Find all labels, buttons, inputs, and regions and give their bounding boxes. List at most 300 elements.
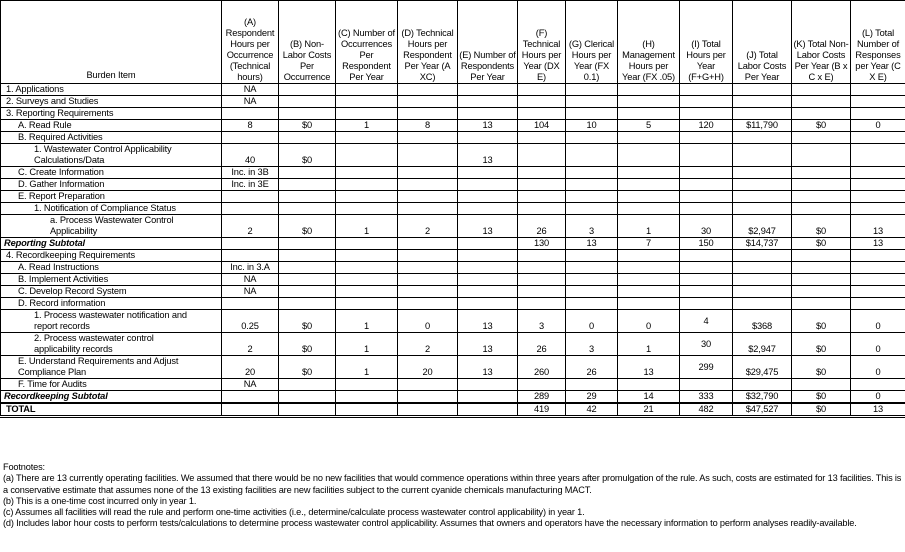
table-cell — [222, 391, 279, 404]
table-cell: 333 — [680, 391, 733, 404]
table-cell: 0 — [851, 120, 905, 132]
table-cell — [336, 274, 398, 286]
table-cell — [618, 108, 680, 120]
table-cell: $2,947 — [733, 333, 792, 356]
table-body — [1, 84, 905, 417]
table-cell — [518, 144, 566, 167]
table-cell: 419 — [518, 403, 566, 417]
burden-item-label: A. Read Instructions — [1, 262, 222, 274]
table-cell — [851, 250, 905, 262]
table-cell — [566, 250, 618, 262]
table-cell: 13 — [566, 238, 618, 250]
table-cell — [566, 203, 618, 215]
table-cell — [458, 108, 518, 120]
burden-item-label: E. Report Preparation — [1, 191, 222, 203]
table-cell — [851, 108, 905, 120]
table-cell: 3 — [566, 333, 618, 356]
footnote-b: (b) This is a one-time cost incurred only in year 1. — [3, 495, 197, 506]
burden-item-label: D. Gather Information — [1, 179, 222, 191]
table-cell — [851, 286, 905, 298]
burden-item-label: 4. Recordkeeping Requirements — [1, 250, 222, 262]
burden-item-label: TOTAL — [1, 403, 222, 417]
burden-item-label: E. Understand Requirements and Adjust Compliance Plan — [1, 356, 222, 379]
table-cell — [336, 238, 398, 250]
table-row — [1, 120, 905, 132]
table-cell — [518, 262, 566, 274]
table-cell — [851, 96, 905, 108]
table-row — [1, 379, 905, 391]
table-cell: 8 — [222, 120, 279, 132]
table-cell — [279, 108, 336, 120]
header-col-g: (G) Clerical Hours per Year (FX 0.1) — [566, 1, 618, 84]
table-cell — [680, 274, 733, 286]
table-cell — [566, 286, 618, 298]
table-cell — [518, 132, 566, 144]
table-cell: Inc. in 3E — [222, 179, 279, 191]
table-cell: 26 — [518, 333, 566, 356]
table-cell: 150 — [680, 238, 733, 250]
table-cell — [398, 379, 458, 391]
table-cell — [336, 191, 398, 203]
table-cell — [518, 250, 566, 262]
table-cell — [222, 298, 279, 310]
table-cell: 1 — [336, 333, 398, 356]
table-cell — [336, 262, 398, 274]
table-row — [1, 250, 905, 262]
table-cell: $0 — [792, 403, 851, 417]
table-cell: 0 — [566, 310, 618, 333]
table-row — [1, 286, 905, 298]
table-cell: $0 — [792, 391, 851, 404]
table-cell — [792, 144, 851, 167]
table-cell — [279, 203, 336, 215]
table-row — [1, 403, 905, 417]
table-cell — [680, 286, 733, 298]
table-cell — [566, 379, 618, 391]
header-col-d: (D) Technical Hours per Respondent Per Year (A XC) — [398, 1, 458, 84]
table-cell: 40 — [222, 144, 279, 167]
table-cell: $368 — [733, 310, 792, 333]
table-cell — [336, 391, 398, 404]
table-cell — [566, 191, 618, 203]
table-cell — [566, 167, 618, 179]
table-cell — [222, 403, 279, 417]
table-cell: 13 — [458, 310, 518, 333]
table-cell — [458, 167, 518, 179]
table-cell — [792, 262, 851, 274]
footnote-a: (a) There are 13 currently operating facilities. We assumed that there would be no new facilities that would commence operations within three years after promulgation of the rule. As such, costs are estimated for 13 facilities. This is a conservative estimate that assumes none of the 13 existing facilities are new facilities subject to the current cyanide chemicals manufacturing MACT. — [3, 473, 902, 495]
footnotes — [3, 462, 903, 530]
table-cell — [279, 250, 336, 262]
table-cell — [851, 132, 905, 144]
table-cell — [398, 238, 458, 250]
table-cell: 299 — [680, 356, 733, 379]
table-cell — [680, 250, 733, 262]
table-cell — [518, 96, 566, 108]
table-cell — [792, 286, 851, 298]
table-cell — [792, 274, 851, 286]
table-cell — [680, 203, 733, 215]
table-cell — [851, 379, 905, 391]
table-cell — [680, 191, 733, 203]
table-cell: 13 — [851, 403, 905, 417]
burden-item-label: D. Record information — [1, 298, 222, 310]
table-cell — [398, 108, 458, 120]
header-col-a: (A) Respondent Hours per Occurrence (Technical hours) — [222, 1, 279, 84]
table-cell — [618, 274, 680, 286]
table-cell — [733, 250, 792, 262]
table-cell: 13 — [458, 333, 518, 356]
table-cell — [518, 108, 566, 120]
table-cell — [792, 298, 851, 310]
header-col-c: (C) Number of Occurrences Per Respondent Per Year — [336, 1, 398, 84]
table-cell: 104 — [518, 120, 566, 132]
burden-item-label: B. Implement Activities — [1, 274, 222, 286]
table-cell: $0 — [279, 310, 336, 333]
table-cell: 13 — [458, 215, 518, 238]
table-row — [1, 96, 905, 108]
table-cell — [851, 298, 905, 310]
table-cell: 14 — [618, 391, 680, 404]
table-cell: 0 — [618, 310, 680, 333]
header-col-k: (K) Total Non-Labor Costs Per Year (B x C x E) — [792, 1, 851, 84]
burden-item-label: C. Develop Record System — [1, 286, 222, 298]
header-col-i: (I) Total Hours per Year (F+G+H) — [680, 1, 733, 84]
table-cell — [792, 108, 851, 120]
table-cell: 1 — [336, 310, 398, 333]
table-row — [1, 274, 905, 286]
table-cell — [336, 144, 398, 167]
table-cell — [279, 179, 336, 191]
table-cell — [618, 179, 680, 191]
table-cell: 13 — [851, 215, 905, 238]
table-cell — [279, 403, 336, 417]
table-cell: NA — [222, 379, 279, 391]
table-cell: 26 — [518, 215, 566, 238]
table-cell: 29 — [566, 391, 618, 404]
table-cell — [279, 274, 336, 286]
table-cell — [398, 191, 458, 203]
table-cell: 13 — [458, 356, 518, 379]
table-cell — [566, 144, 618, 167]
table-cell — [398, 167, 458, 179]
table-cell — [618, 191, 680, 203]
table-cell — [458, 262, 518, 274]
table-cell — [279, 191, 336, 203]
burden-item-label: A. Read Rule — [1, 120, 222, 132]
burden-item-label: a. Process Wastewater Control Applicability — [1, 215, 222, 238]
table-cell — [792, 167, 851, 179]
table-cell — [680, 96, 733, 108]
table-cell: 13 — [618, 356, 680, 379]
table-cell — [336, 96, 398, 108]
table-cell: 130 — [518, 238, 566, 250]
table-cell — [336, 403, 398, 417]
table-cell — [792, 250, 851, 262]
table-cell: 8 — [398, 120, 458, 132]
header-col-l: (L) Total Number of Responses per Year (C X E) — [851, 1, 905, 84]
table-cell: 1 — [336, 215, 398, 238]
table-cell — [733, 286, 792, 298]
table-row — [1, 310, 905, 333]
table-cell — [398, 262, 458, 274]
table-cell — [566, 298, 618, 310]
header-col-j: (J) Total Labor Costs Per Year — [733, 1, 792, 84]
table-cell — [458, 286, 518, 298]
table-cell — [398, 96, 458, 108]
table-cell — [222, 191, 279, 203]
footnote-d: (d) Includes labor hour costs to perform tests/calculations to determine process wastewater control applicability. Assumes that owners and operators have the necessary information to perform analyses readily-available. — [3, 518, 857, 529]
table-cell — [336, 298, 398, 310]
table-cell — [733, 379, 792, 391]
table-cell: 1 — [336, 120, 398, 132]
header-burden-item: Burden Item — [1, 1, 222, 84]
table-cell: NA — [222, 286, 279, 298]
burden-item-label: Reporting Subtotal — [1, 238, 222, 250]
table-cell — [792, 96, 851, 108]
table-cell: 1 — [336, 356, 398, 379]
table-cell — [336, 179, 398, 191]
table-cell — [792, 203, 851, 215]
table-cell — [336, 167, 398, 179]
table-row — [1, 179, 905, 191]
table-cell — [518, 179, 566, 191]
table-cell — [518, 298, 566, 310]
table-cell — [458, 132, 518, 144]
table-cell: 482 — [680, 403, 733, 417]
table-cell — [851, 179, 905, 191]
table-cell: 30 — [680, 215, 733, 238]
table-cell: 13 — [851, 238, 905, 250]
table-cell: $0 — [279, 120, 336, 132]
table-cell — [680, 167, 733, 179]
table-cell — [336, 84, 398, 96]
table-cell: $0 — [279, 215, 336, 238]
table-cell: 260 — [518, 356, 566, 379]
table-cell — [279, 391, 336, 404]
header-col-e: (E) Number of Respondents Per Year — [458, 1, 518, 84]
table-cell — [279, 286, 336, 298]
table-cell — [398, 203, 458, 215]
burden-item-label: F. Time for Audits — [1, 379, 222, 391]
table-cell — [336, 203, 398, 215]
table-cell — [458, 191, 518, 203]
table-cell: 1 — [618, 333, 680, 356]
table-cell — [618, 96, 680, 108]
table-cell: 13 — [458, 144, 518, 167]
table-cell — [851, 191, 905, 203]
table-row — [1, 203, 905, 215]
header-col-f: (F) Technical Hours per Year (DX E) — [518, 1, 566, 84]
table-cell — [733, 96, 792, 108]
table-cell — [851, 144, 905, 167]
table-cell — [518, 191, 566, 203]
table-row — [1, 262, 905, 274]
table-cell: 7 — [618, 238, 680, 250]
table-cell — [279, 96, 336, 108]
table-cell: $0 — [792, 310, 851, 333]
table-cell — [398, 391, 458, 404]
table-cell — [458, 298, 518, 310]
table-cell: 20 — [222, 356, 279, 379]
table-cell — [680, 179, 733, 191]
table-cell: Inc. in 3.A — [222, 262, 279, 274]
table-cell — [336, 132, 398, 144]
table-cell: $14,737 — [733, 238, 792, 250]
table-cell — [566, 96, 618, 108]
table-row — [1, 391, 905, 404]
table-cell — [851, 274, 905, 286]
table-cell — [279, 238, 336, 250]
table-cell — [733, 144, 792, 167]
table-cell — [618, 203, 680, 215]
table-cell — [680, 144, 733, 167]
table-cell — [566, 108, 618, 120]
table-cell: 0 — [851, 391, 905, 404]
table-cell — [458, 274, 518, 286]
burden-item-label: 2. Process wastewater control applicability records — [1, 333, 222, 356]
table-cell: 3 — [518, 310, 566, 333]
table-cell — [518, 203, 566, 215]
table-cell — [566, 274, 618, 286]
table-cell — [222, 132, 279, 144]
table-row — [1, 215, 905, 238]
table-cell — [792, 132, 851, 144]
table-cell — [458, 391, 518, 404]
table-cell — [851, 84, 905, 96]
table-cell: 2 — [398, 333, 458, 356]
table-cell — [792, 379, 851, 391]
table-cell — [566, 132, 618, 144]
table-cell: $0 — [792, 356, 851, 379]
table-row — [1, 144, 905, 167]
table-cell — [680, 262, 733, 274]
table-cell — [733, 262, 792, 274]
table-cell — [518, 286, 566, 298]
table-cell — [618, 167, 680, 179]
table-cell — [398, 132, 458, 144]
table-cell — [336, 250, 398, 262]
burden-item-label: 1. Notification of Compliance Status — [1, 203, 222, 215]
table-cell — [733, 108, 792, 120]
table-cell: $0 — [792, 333, 851, 356]
table-cell — [733, 274, 792, 286]
table-cell — [733, 179, 792, 191]
table-cell — [279, 379, 336, 391]
header-col-h: (H) Management Hours per Year (FX .05) — [618, 1, 680, 84]
table-cell — [398, 250, 458, 262]
burden-item-label: 2. Surveys and Studies — [1, 96, 222, 108]
burden-item-label: 1. Applications — [1, 84, 222, 96]
table-cell — [618, 250, 680, 262]
table-cell: 30 — [680, 333, 733, 356]
table-cell — [458, 203, 518, 215]
table-cell: NA — [222, 274, 279, 286]
table-cell — [851, 262, 905, 274]
burden-item-label: 1. Process wastewater notification and report records — [1, 310, 222, 333]
table-cell: 26 — [566, 356, 618, 379]
footnotes-title: Footnotes: — [3, 462, 45, 472]
table-cell — [733, 191, 792, 203]
table-cell — [222, 238, 279, 250]
burden-item-label: B. Required Activities — [1, 132, 222, 144]
table-cell — [518, 274, 566, 286]
table-cell — [618, 144, 680, 167]
table-cell: $0 — [279, 333, 336, 356]
table-cell: 20 — [398, 356, 458, 379]
table-cell — [680, 298, 733, 310]
table-cell — [851, 167, 905, 179]
table-cell — [398, 179, 458, 191]
table-cell: 10 — [566, 120, 618, 132]
table-cell: $11,790 — [733, 120, 792, 132]
table-cell — [618, 379, 680, 391]
table-row — [1, 84, 905, 96]
table-cell: NA — [222, 84, 279, 96]
table-cell — [398, 286, 458, 298]
table-cell — [222, 250, 279, 262]
table-cell — [566, 84, 618, 96]
table-cell — [680, 379, 733, 391]
table-cell: 0 — [398, 310, 458, 333]
burden-item-label: Recordkeeping Subtotal — [1, 391, 222, 404]
table-cell — [680, 108, 733, 120]
table-cell — [518, 167, 566, 179]
table-cell: Inc. in 3B — [222, 167, 279, 179]
table-cell — [618, 286, 680, 298]
table-cell — [733, 167, 792, 179]
table-cell: 4 — [680, 310, 733, 333]
table-row — [1, 191, 905, 203]
table-cell: 0 — [851, 356, 905, 379]
table-cell: $2,947 — [733, 215, 792, 238]
table-cell — [518, 84, 566, 96]
table-row — [1, 238, 905, 250]
table-cell — [336, 379, 398, 391]
header-row — [1, 1, 905, 84]
footnote-c: (c) Assumes all facilities will read the rule and perform one-time activities (i.e., determine/calculate process wastewater control applicability) in year 1. — [3, 507, 585, 518]
table-row — [1, 333, 905, 356]
table-cell — [792, 84, 851, 96]
table-cell — [458, 403, 518, 417]
table-cell: 0 — [851, 310, 905, 333]
table-cell — [279, 132, 336, 144]
burden-item-label: 1. Wastewater Control Applicability Calculations/Data — [1, 144, 222, 167]
table-cell: 289 — [518, 391, 566, 404]
table-cell — [618, 84, 680, 96]
table-cell: 0.25 — [222, 310, 279, 333]
table-cell: $29,475 — [733, 356, 792, 379]
table-cell: 3 — [566, 215, 618, 238]
table-cell — [398, 144, 458, 167]
table-cell: 2 — [222, 333, 279, 356]
table-cell: $32,790 — [733, 391, 792, 404]
table-cell: $0 — [792, 238, 851, 250]
table-cell — [458, 238, 518, 250]
table-cell: 120 — [680, 120, 733, 132]
table-cell — [733, 132, 792, 144]
table-cell — [279, 262, 336, 274]
table-cell — [733, 84, 792, 96]
table-cell — [680, 84, 733, 96]
table-cell: 1 — [618, 215, 680, 238]
table-cell: 2 — [222, 215, 279, 238]
table-cell: $0 — [279, 356, 336, 379]
table-cell — [398, 298, 458, 310]
header-col-b: (B) Non-Labor Costs Per Occurrence — [279, 1, 336, 84]
table-cell — [279, 167, 336, 179]
table-cell — [680, 132, 733, 144]
